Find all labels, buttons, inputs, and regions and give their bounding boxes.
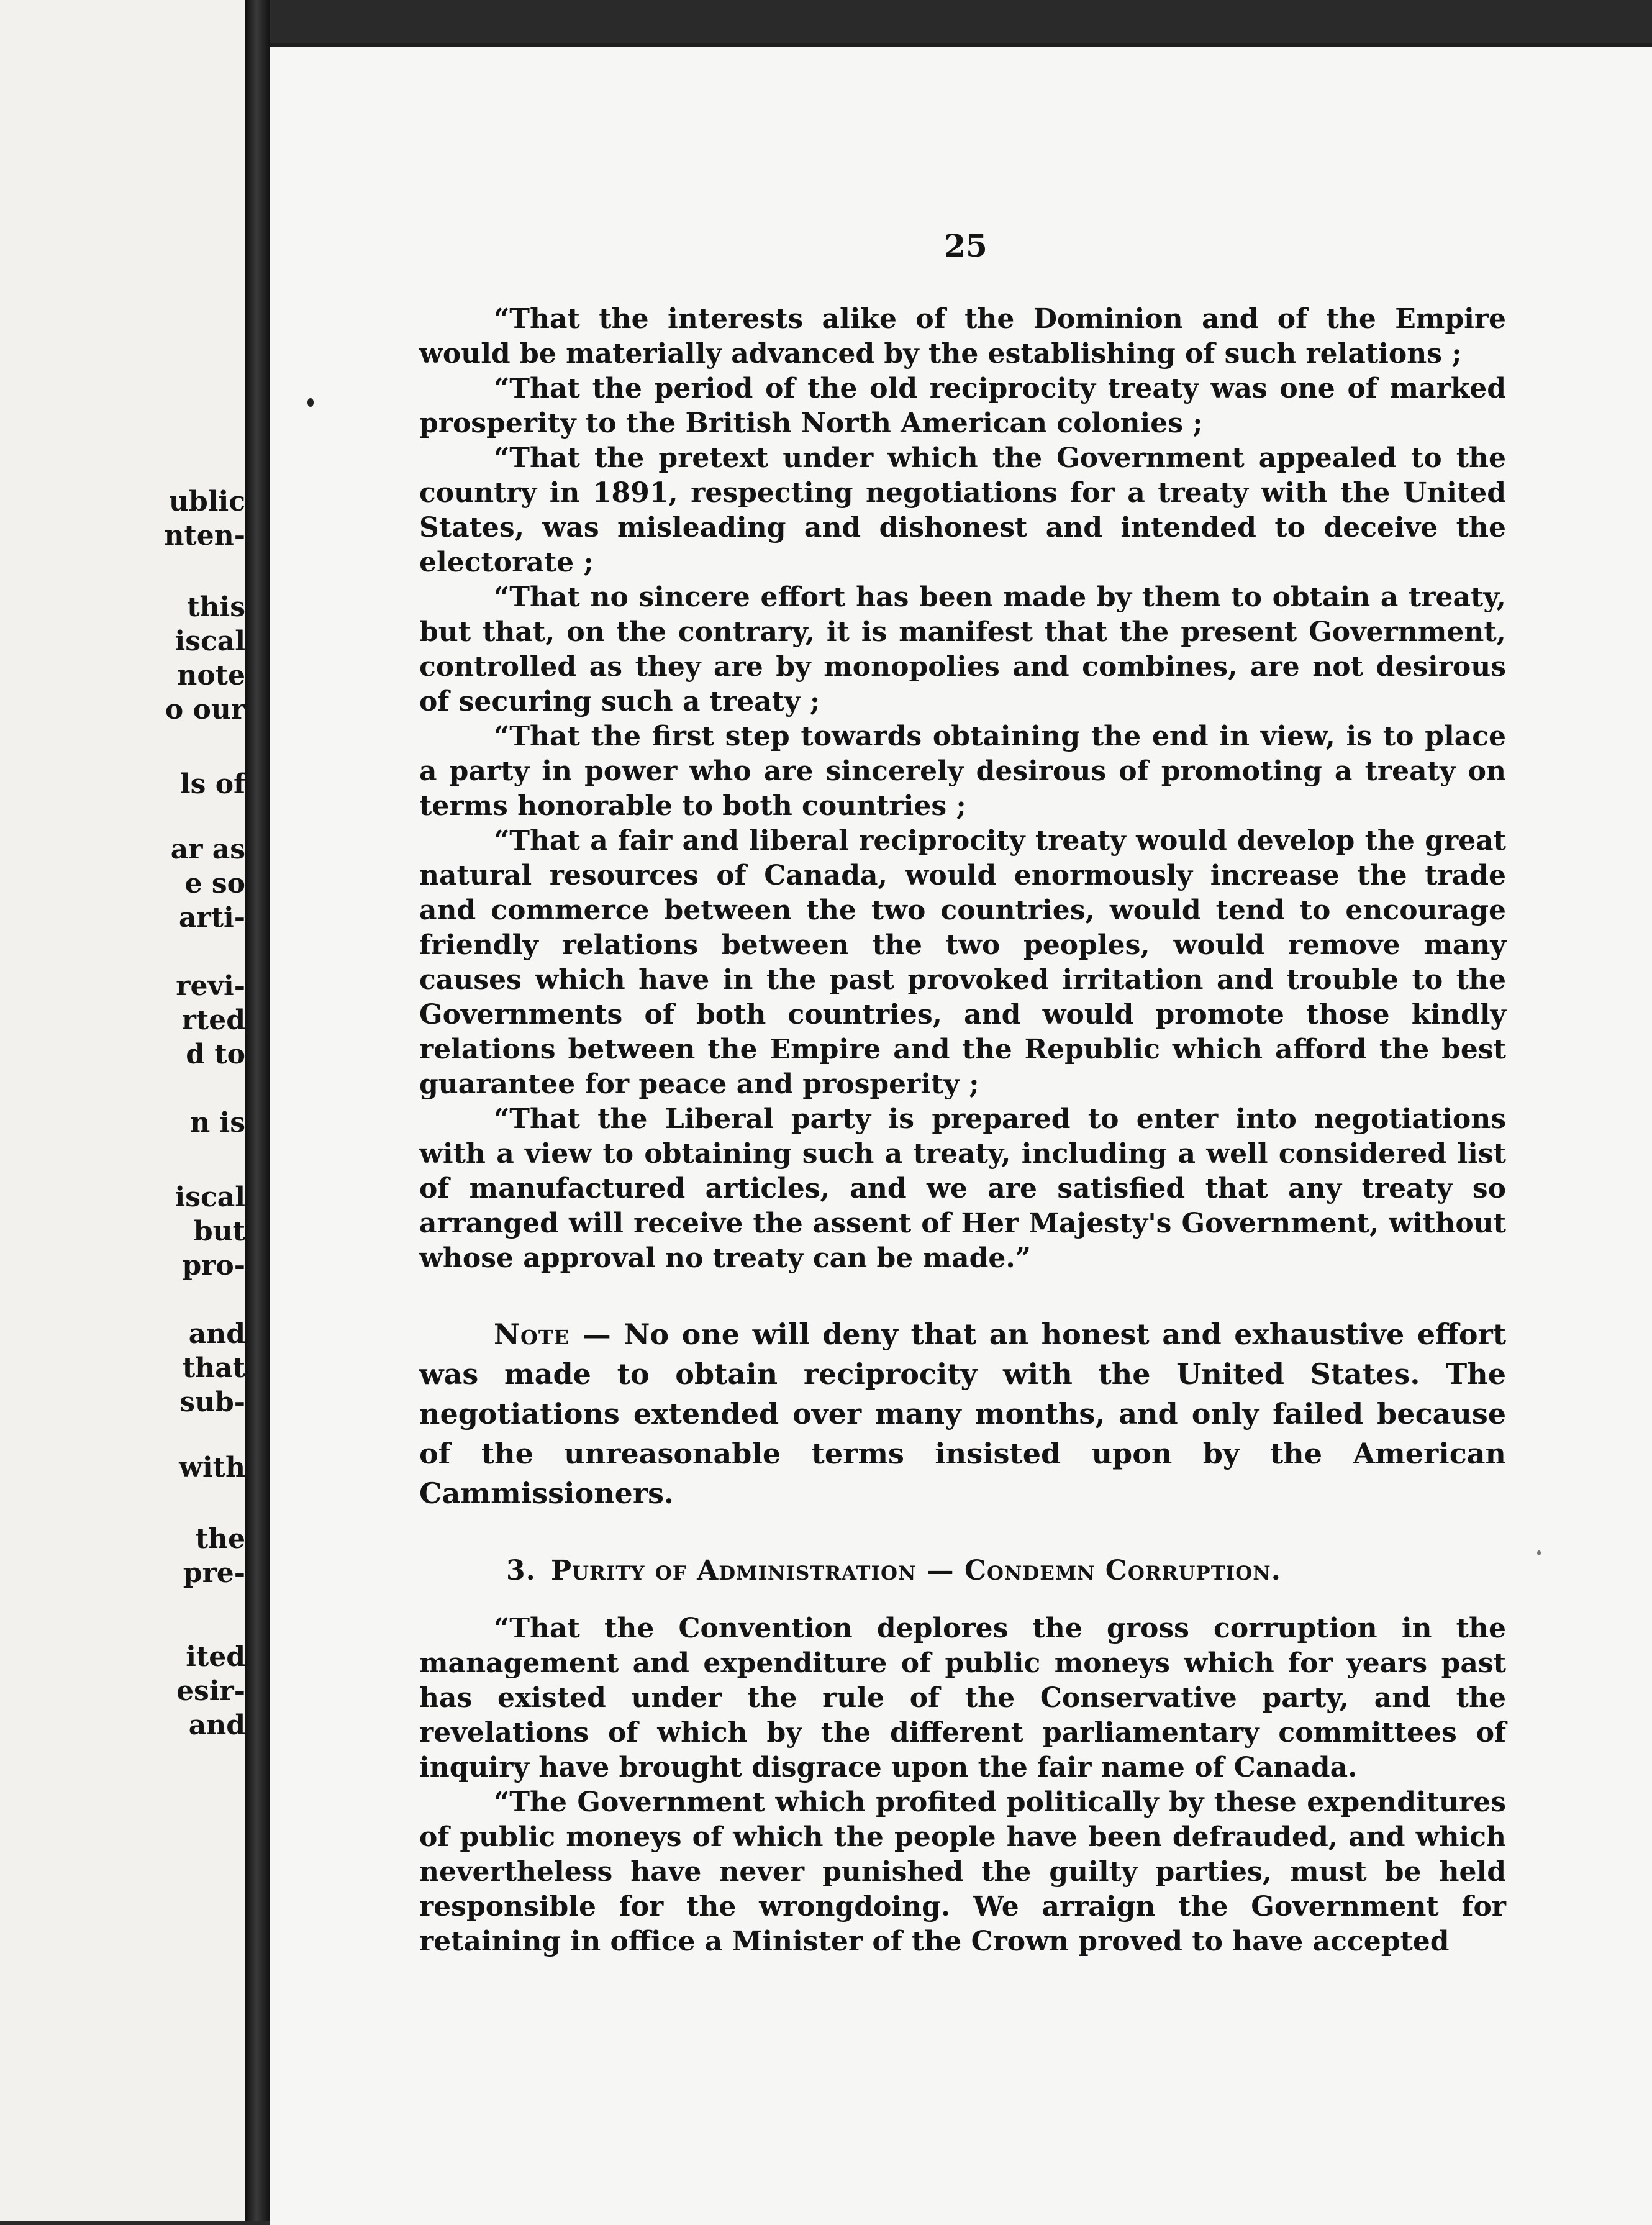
paragraph: “That the interests alike of the Dominion and of the Empire would be materially advanced by the establishing of such relations ;	[419, 303, 1506, 370]
facing-page-fragment: d to	[186, 1039, 245, 1070]
facing-page	[0, 0, 245, 2221]
facing-page-fragment: revi-	[176, 970, 245, 1002]
facing-page-fragment: nten-	[164, 520, 245, 552]
facing-page-fragment: and	[188, 1318, 245, 1350]
facing-page-fragment: iscal	[175, 626, 245, 657]
facing-page-fragment: sub-	[179, 1386, 245, 1418]
paragraph: “The Government which profited politically by these expenditures of public moneys of which the people have been defrauded, and which nevertheless have never punished the guilty parties, must be held responsible for the wrongdoing. We arraign the Government for retaining in office a Minister of the Crown proved to have accepted	[419, 1786, 1506, 1957]
book-gutter	[245, 0, 270, 2221]
paragraph: “That the period of the old reciprocity treaty was one of marked prosperity to the British North American colonies ;	[419, 373, 1506, 439]
note-dash: —	[570, 1317, 624, 1351]
facing-page-fragment: with	[179, 1452, 245, 1483]
note-paragraph	[419, 1314, 1506, 1513]
facing-page-fragment: this	[187, 591, 245, 623]
section-heading	[419, 1553, 1506, 1589]
scan-speck	[1537, 1550, 1541, 1555]
facing-page-fragment: ls of	[179, 768, 245, 800]
document-page	[270, 43, 1652, 2225]
section-title: Purity of Administration — Condemn Corruption.	[550, 1555, 1281, 1586]
paragraph: “That the pretext under which the Government appealed to the country in 1891, respecting negotiations for a treaty with the United States, was misleading and dishonest and intended to deceive the electorate ;	[419, 442, 1506, 578]
note-label: Note	[494, 1317, 570, 1351]
facing-page-fragment: n is	[190, 1107, 245, 1139]
section-number: 3.	[506, 1555, 536, 1586]
facing-page-fragment: e so	[184, 868, 245, 899]
facing-page-fragment: the	[195, 1523, 245, 1555]
facing-page-fragment: rted	[181, 1004, 245, 1036]
paragraph: “That a fair and liberal reciprocity treaty would develop the great natural resources of Canada, would enormously increase the trade and commerce between the two countries, would tend to encourage friendly relations between the two peoples, would remove many causes which have in the past provoked irritation and trouble to the Governments of both countries, and would promote those kindly relations between the Empire and the Republic which afford the best guarantee for peace and prosperity ;	[419, 825, 1506, 1100]
facing-page-fragment: and	[188, 1709, 245, 1741]
facing-page-fragment: ublic	[169, 486, 245, 517]
note-text: No one will deny that an honest and exhaustive effort was made to obtain reciprocity with the United States. The negotiations extended over many months, and only failed because of the unreasonable terms insisted upon by the American Cammissioners.	[419, 1317, 1507, 1510]
facing-page-fragment: note	[177, 660, 245, 691]
facing-page-fragment: that	[182, 1352, 245, 1384]
facing-page-fragment: but	[193, 1216, 245, 1247]
facing-page-fragment: esir-	[176, 1675, 245, 1707]
page-number: 25	[944, 227, 987, 264]
facing-page-fragment: pre-	[183, 1557, 245, 1589]
paragraph: “That no sincere effort has been made by them to obtain a treaty, but that, on the contrary, it is manifest that the present Government, controlled as they are by monopolies and combines, are not desirous of securing such a treaty ;	[419, 581, 1506, 717]
scan-speck	[307, 398, 314, 407]
facing-page-fragment: arti-	[179, 902, 245, 934]
facing-page-fragment: pro-	[182, 1250, 245, 1281]
paragraph: “That the first step towards obtaining the end in view, is to place a party in power who are sincerely desirous of promoting a treaty on terms honorable to both countries ;	[419, 721, 1506, 822]
facing-page-fragment: o our	[165, 694, 245, 726]
facing-page-fragment: ar as	[170, 834, 245, 865]
facing-page-fragment: ited	[186, 1641, 245, 1673]
page-body	[419, 302, 1506, 1959]
facing-page-fragment: iscal	[175, 1181, 245, 1213]
paragraph: “That the Liberal party is prepared to enter into negotiations with a view to obtaining such a treaty, including a well considered list of manufactured articles, and we are satisfied that any treaty so arranged will receive the assent of Her Majesty's Government, without whose approval no treaty can be made.”	[419, 1103, 1506, 1274]
paragraph: “That the Convention deplores the gross corruption in the management and expenditure of public moneys which for years past has existed under the rule of the Conservative party, and the revelations of which by the different parliamentary committees of inquiry have brought disgrace upon the fair name of Canada.	[419, 1613, 1506, 1783]
